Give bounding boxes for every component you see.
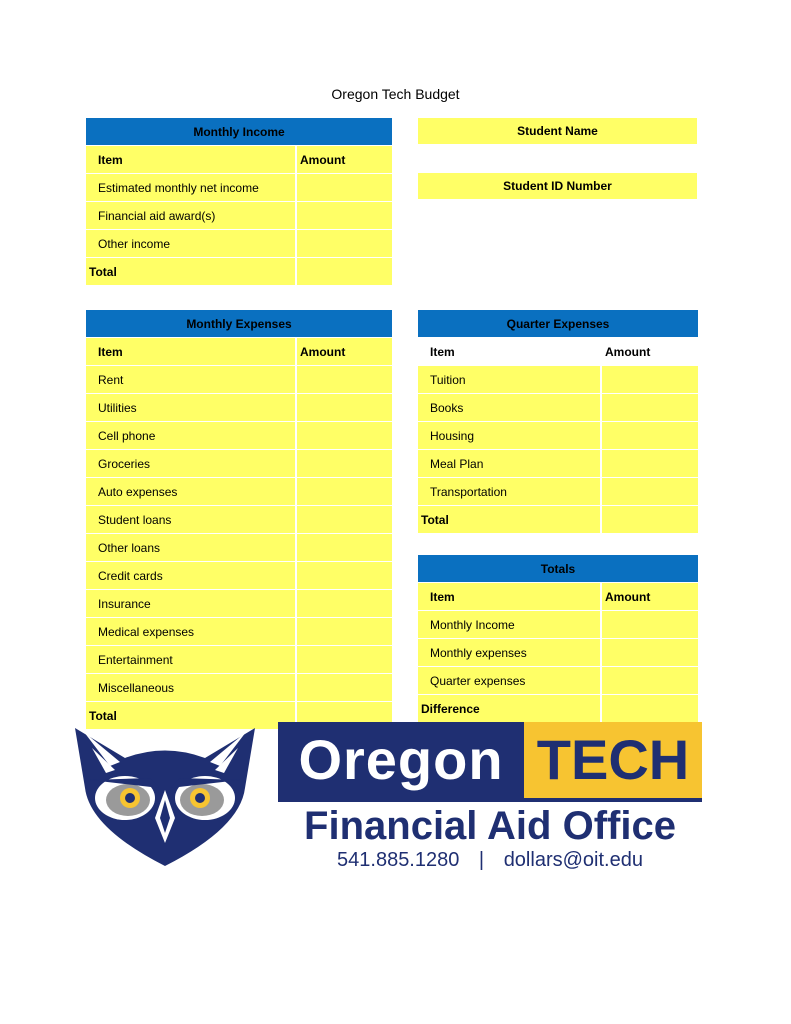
quarter-row-label: Tuition [418,366,601,394]
expense-amount-field[interactable] [296,618,392,646]
totals-amount-field[interactable] [601,639,698,667]
page-title: Oregon Tech Budget [331,86,460,102]
col-amount-header: Amount [605,344,651,359]
oregon-wordmark: Oregon [278,722,524,798]
totals-row-label: Monthly Income [418,611,601,639]
expense-amount-field[interactable] [296,590,392,618]
contact-line [278,846,702,874]
expense-row-label: Utilities [86,394,296,422]
totals-row-label: Monthly expenses [418,639,601,667]
col-item-header: Item [418,583,601,611]
expense-amount-field[interactable] [296,450,392,478]
expense-amount-field[interactable] [296,506,392,534]
student-name-field[interactable]: Student Name [418,118,697,144]
expense-amount-field[interactable] [296,422,392,450]
quarter-expenses-header: Quarter Expenses [418,310,698,338]
col-item-header: Item [418,338,601,366]
income-row-label: Other income [86,230,296,258]
quarter-amount-field[interactable] [601,478,698,506]
quarter-total-label: Total [418,506,601,534]
totals-row-label: Quarter expenses [418,667,601,695]
expense-row-label: Groceries [86,450,296,478]
monthly-income-table [86,118,392,286]
expense-amount-field[interactable] [296,674,392,702]
email-address: dollars@oit.edu [503,849,643,871]
expense-row-label: Miscellaneous [86,674,296,702]
col-item-header: Item [86,146,296,174]
office-name: Financial Aid Office [304,804,676,848]
quarter-row-label: Books [418,394,601,422]
quarter-total-field[interactable] [601,506,698,534]
expense-row-label: Medical expenses [86,618,296,646]
expense-amount-field[interactable] [296,534,392,562]
expense-row-label: Student loans [86,506,296,534]
quarter-expenses-table [418,310,698,534]
col-item-header: Item [86,338,296,366]
totals-header: Totals [418,555,698,583]
col-amount-header: Amount [300,152,346,167]
income-amount-field[interactable] [296,202,392,230]
quarter-amount-field[interactable] [601,366,698,394]
expense-row-label: Cell phone [86,422,296,450]
expense-row-label: Credit cards [86,562,296,590]
col-amount-header: Amount [300,344,346,359]
income-total-label: Total [86,258,296,286]
expense-total-label: Total [86,702,296,730]
quarter-amount-field[interactable] [601,394,698,422]
totals-table [418,555,698,723]
expense-amount-field[interactable] [296,394,392,422]
income-amount-field[interactable] [296,174,392,202]
expense-row-label: Entertainment [86,646,296,674]
expense-row-label: Auto expenses [86,478,296,506]
difference-field[interactable] [601,695,698,723]
col-amount-header: Amount [605,589,651,604]
income-row-label: Estimated monthly net income [86,174,296,202]
totals-amount-field[interactable] [601,611,698,639]
income-amount-field[interactable] [296,230,392,258]
difference-label: Difference [418,695,601,723]
monthly-expenses-table [86,310,392,730]
tech-wordmark: TECH [524,722,702,798]
totals-amount-field[interactable] [601,667,698,695]
expense-amount-field[interactable] [296,562,392,590]
monthly-income-header: Monthly Income [86,118,392,146]
expense-row-label: Insurance [86,590,296,618]
quarter-row-label: Meal Plan [418,450,601,478]
contact-separator: | [478,849,485,871]
expense-row-label: Other loans [86,534,296,562]
expense-row-label: Rent [86,366,296,394]
quarter-amount-field[interactable] [601,422,698,450]
quarter-amount-field[interactable] [601,450,698,478]
quarter-row-label: Housing [418,422,601,450]
expense-amount-field[interactable] [296,646,392,674]
income-total-field[interactable] [296,258,392,286]
student-id-field[interactable]: Student ID Number [418,173,697,199]
owl-logo-icon [70,718,260,868]
quarter-row-label: Transportation [418,478,601,506]
monthly-expenses-header: Monthly Expenses [86,310,392,338]
income-row-label: Financial aid award(s) [86,202,296,230]
expense-amount-field[interactable] [296,366,392,394]
phone-number: 541.885.1280 [337,849,460,871]
expense-amount-field[interactable] [296,478,392,506]
